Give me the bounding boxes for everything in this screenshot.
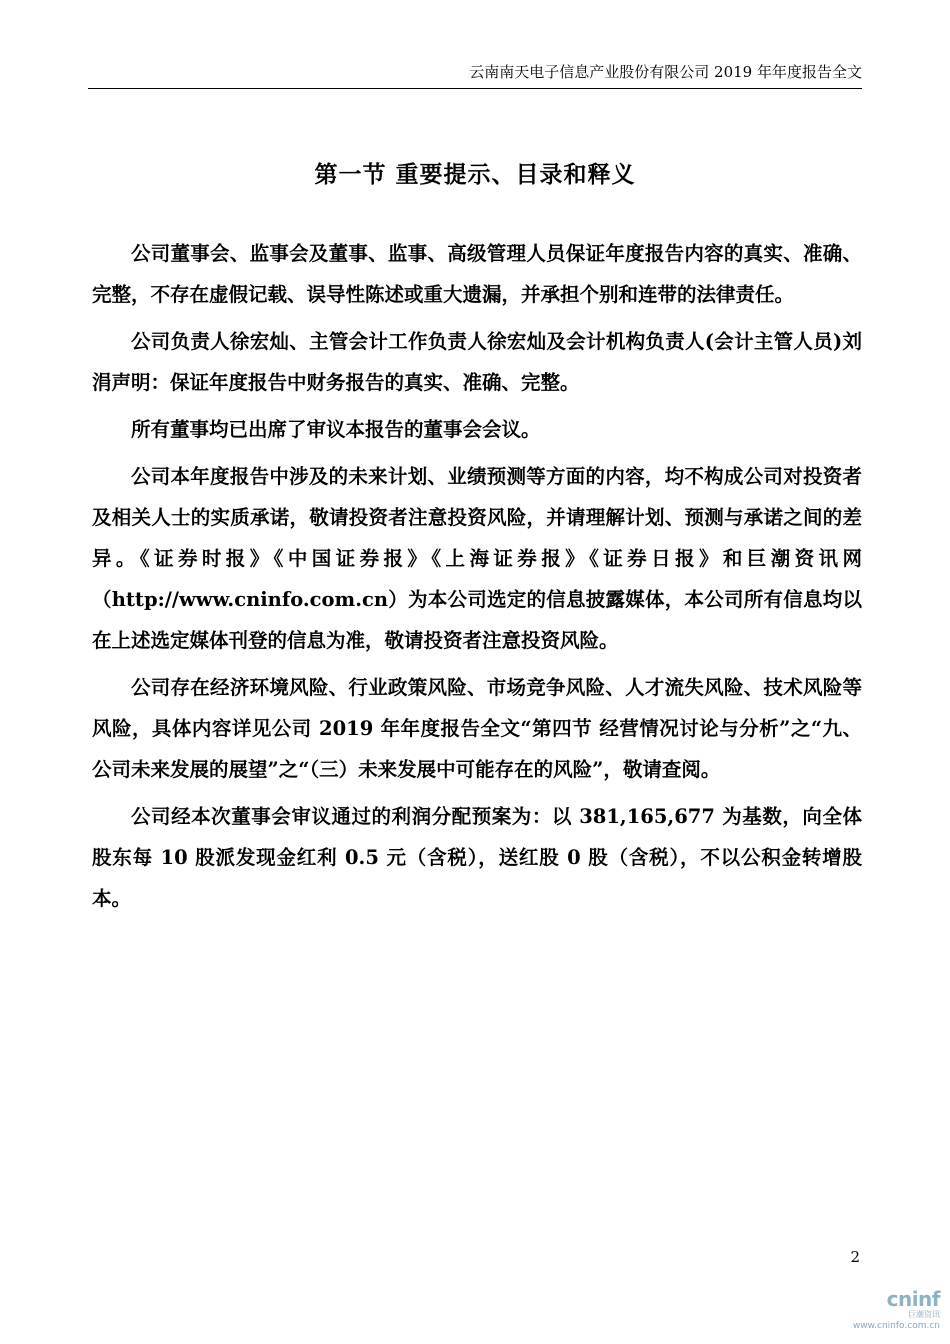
paragraph-risks: 公司存在经济环境风险、行业政策风险、市场竞争风险、人才流失风险、技术风险等风险，具体内容详见公司 2019 年年度报告全文“第四节 经营情况讨论与分析”之“九、公司未来发展的展望”之“（三）未来发展中可能存在的风险”，敬请查阅。 xyxy=(92,676,862,781)
paragraph-forward-looking: 公司本年度报告中涉及的未来计划、业绩预测等方面的内容，均不构成公司对投资者及相关人士的实质承诺，敬请投资者注意投资风险，并请理解计划、预测与承诺之间的差异。《证券时报》《中国证券报》《上海证券报》《证券日报》和巨潮资讯网（http://www.cninfo.com.cn）为本公司选定的信息披露媒体，本公司所有信息均以在上述选定媒体刊登的信息为准，敬请投资者注意投资风险。 xyxy=(92,465,862,652)
watermark-subtitle: 巨潮资讯 xyxy=(908,1310,940,1319)
cninfo-watermark xyxy=(840,1288,940,1336)
document-body xyxy=(92,233,862,925)
paragraph-board-guarantee: 公司董事会、监事会及董事、监事、高级管理人员保证年度报告内容的真实、准确、完整，不存在虚假记载、误导性陈述或重大遗漏，并承担个别和连带的法律责任。 xyxy=(92,242,862,306)
watermark-logo: cninf xyxy=(886,1287,940,1311)
paragraph-responsible-persons: 公司负责人徐宏灿、主管会计工作负责人徐宏灿及会计机构负责人(会计主管人员)刘涓声明：保证年度报告中财务报告的真实、准确、完整。 xyxy=(92,330,862,394)
page-header: 云南南天电子信息产业股份有限公司 2019 年年度报告全文 xyxy=(88,62,862,89)
section-title: 第一节 重要提示、目录和释义 xyxy=(314,161,636,188)
page-number: 2 xyxy=(850,1248,860,1266)
paragraph-profit-distribution: 公司经本次董事会审议通过的利润分配预案为：以 381,165,677 为基数，向全体股东每 10 股派发现金红利 0.5 元（含税），送红股 0 股（含税），不以公积金转增股本。 xyxy=(92,805,862,910)
paragraph-attendance: 所有董事均已出席了审议本报告的董事会会议。 xyxy=(131,418,541,441)
watermark-url: www.cninfo.com.cn xyxy=(852,1321,940,1331)
